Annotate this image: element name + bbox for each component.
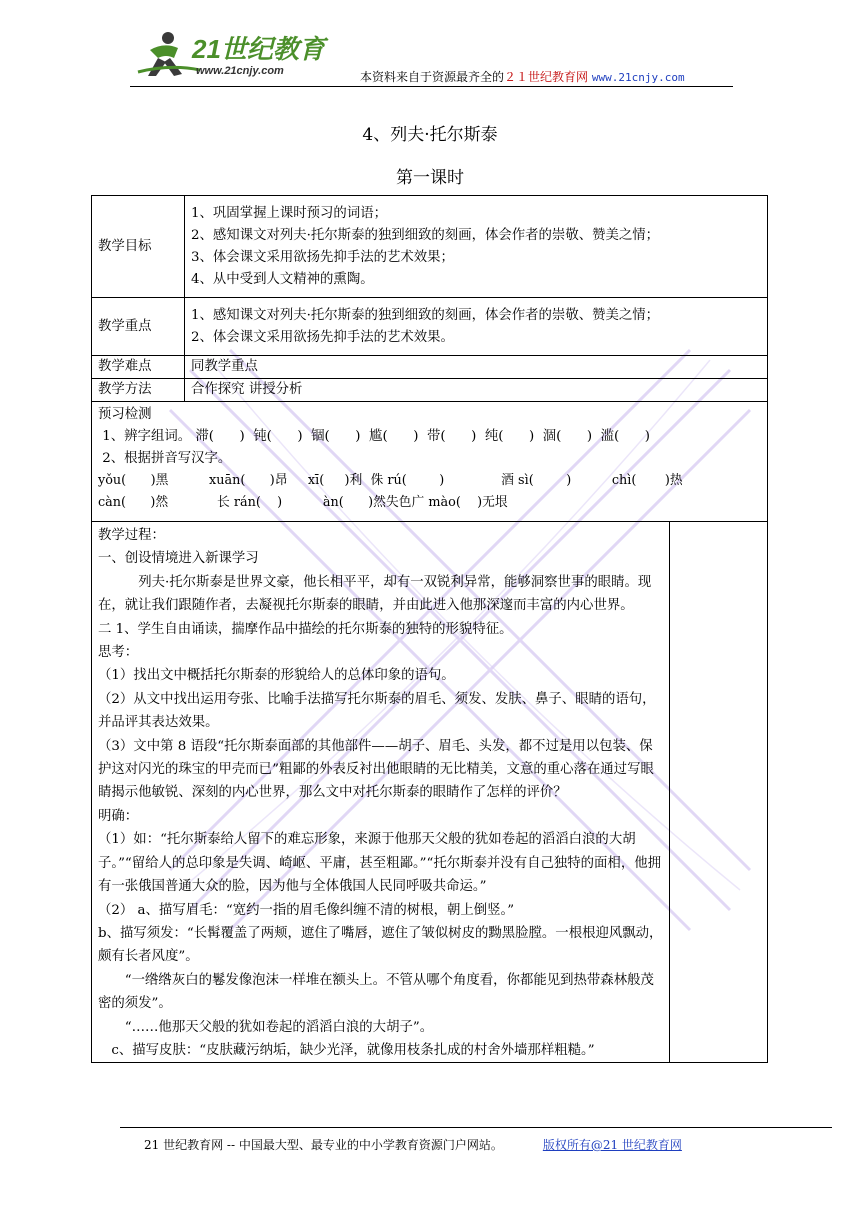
objective-line: 3、体会课文采用欲扬先抑手法的艺术效果； bbox=[191, 249, 454, 265]
lesson-plan-table bbox=[91, 195, 768, 1063]
header-source-line bbox=[360, 68, 685, 85]
process-line: 教学过程： bbox=[98, 528, 165, 543]
page-footer bbox=[144, 1136, 682, 1153]
footer-divider bbox=[120, 1127, 832, 1128]
key-points-content bbox=[185, 298, 768, 356]
process-line: 思考： bbox=[98, 645, 139, 661]
process-content bbox=[92, 522, 670, 1062]
footer-copyright-link[interactable]: 版权所有@21 世纪教育网 bbox=[542, 1138, 682, 1152]
objectives-content bbox=[185, 196, 768, 298]
preview-row bbox=[92, 402, 768, 522]
process-paragraph: 列夫·托尔斯泰是世界文豪，他长相平平，却有一双锐利异常，能够洞察世事的眼睛。现在，就让我们跟随作者，去凝视托尔斯泰的眼睛，并由此进入他那深邃而丰富的内心世界。 bbox=[98, 574, 652, 614]
difficulties-row bbox=[92, 356, 768, 379]
difficulties-value: 同教学重点 bbox=[185, 356, 768, 379]
process-notes-column bbox=[670, 522, 767, 1062]
methods-value: 合作探究 讲授分析 bbox=[185, 379, 768, 402]
process-line: （1）找出文中概括托尔斯泰的形貌给人的总体印象的语句。 bbox=[98, 668, 455, 684]
key-points-label: 教学重点 bbox=[92, 298, 185, 356]
page-subtitle: 第一课时 bbox=[396, 168, 464, 188]
logo-url: www.21cnjy.com bbox=[196, 65, 284, 77]
process-line: 二 1、学生自由诵读，揣摩作品中描绘的托尔斯泰的独特的形貌特征。 bbox=[98, 621, 513, 637]
header-divider bbox=[130, 86, 733, 87]
difficulties-label: 教学难点 bbox=[92, 356, 185, 379]
process-paragraph: “一绺绺灰白的鬈发像泡沫一样堆在额头上。不管从哪个角度看，你都能见到热带森林般茂密的须发”。 bbox=[98, 972, 654, 1012]
process-line: “……他那天父般的犹如卷起的滔滔白浪的大胡子”。 bbox=[124, 1019, 434, 1035]
objective-line: 4、从中受到人文精神的熏陶。 bbox=[191, 271, 374, 287]
process-line: （2） a、描写眉毛：“宽约一指的眉毛像纠缠不清的树根，朝上倒竖。” bbox=[98, 902, 515, 918]
process-paragraph: b、描写须发：“长髯覆盖了两颊，遮住了嘴唇，遮住了皱似树皮的黝黑脸膛。一根根迎风飘动，颇有长者风度”。 bbox=[98, 925, 663, 965]
process-inner-table bbox=[92, 522, 767, 1062]
process-row bbox=[92, 522, 768, 1063]
process-line: 一、创设情境进入新课学习 bbox=[98, 551, 259, 567]
preview-line: yǒu( )黑 xuān( )昂 xī( )利 侏 rú( ) 酒 sì( ) chì( )热 bbox=[98, 473, 683, 488]
objective-line: 2、感知课文对列夫·托尔斯泰的独到细致的刻画，体会作者的崇敬、赞美之情； bbox=[191, 227, 660, 243]
methods-row bbox=[92, 379, 768, 402]
page-title: 4、列夫·托尔斯泰 bbox=[362, 125, 498, 145]
site-logo bbox=[130, 28, 340, 83]
process-cell bbox=[92, 522, 768, 1063]
preview-heading: 预习检测 bbox=[98, 407, 152, 422]
header-source-prefix: 本资料来自于资源最齐全的 bbox=[360, 70, 505, 84]
objectives-label: 教学目标 bbox=[92, 196, 185, 298]
page-header bbox=[130, 28, 730, 88]
preview-line: 1、辨字组词。 滞( ) 钝( ) 锢( ) 尴( ) 带( ) 纯( ) 涸( ) 滥( ) bbox=[98, 429, 650, 444]
process-paragraph: （1）如：“托尔斯泰给人留下的难忘形象，来源于他那天父般的犹如卷起的滔滔白浪的大胡子。”“留给人的总印象是失调、崎岖、平庸，甚至粗鄙。”“托尔斯泰并没有自己独特的面相，他拥有一张俄国普通大众的脸，因为他与全体俄国人民同呼吸共命运。” bbox=[98, 832, 661, 895]
methods-label: 教学方法 bbox=[92, 379, 185, 402]
header-source-url[interactable]: www.21cnjy.com bbox=[591, 71, 685, 84]
objectives-row bbox=[92, 196, 768, 298]
process-paragraph: （3）文中第 8 语段“托尔斯泰面部的其他部件——胡子、眉毛、头发，都不过是用以包装、保护这对闪光的珠宝的甲壳而已”粗鄙的外表反衬出他眼睛的无比精美，文意的重心落在通过写眼睛揭示他敏锐、深刻的内心世界，那么文中对托尔斯泰的眼睛作了怎样的评价？ bbox=[98, 738, 654, 801]
key-points-row bbox=[92, 298, 768, 356]
preview-content bbox=[92, 402, 768, 522]
preview-line: 2、根据拼音写汉字。 bbox=[98, 451, 232, 466]
key-point-line: 2、体会课文采用欲扬先抑手法的艺术效果。 bbox=[191, 329, 454, 345]
header-source-site[interactable]: ２１世纪教育网 bbox=[504, 70, 589, 84]
process-paragraph: （2）从文中找出运用夸张、比喻手法描写托尔斯泰的眉毛、须发、发肤、鼻子、眼睛的语句，并品评其表达效果。 bbox=[98, 691, 656, 731]
preview-line: càn( )然 长 rán( ) àn( )然失色广 mào( )无垠 bbox=[98, 495, 508, 510]
process-line: 明确： bbox=[98, 808, 139, 824]
process-line: c、描写皮肤：“皮肤藏污纳垢，缺少光泽，就像用枝条扎成的村舍外墙那样粗糙。” bbox=[111, 1042, 595, 1058]
key-point-line: 1、感知课文对列夫·托尔斯泰的独到细致的刻画，体会作者的崇敬、赞美之情； bbox=[191, 307, 660, 323]
objective-line: 1、巩固掌握上课时预习的词语； bbox=[191, 205, 387, 221]
logo-wordmark: 21世纪教育 bbox=[192, 34, 325, 64]
footer-text: 21 世纪教育网 -- 中国最大型、最专业的中小学教育资源门户网站。 bbox=[144, 1138, 503, 1152]
